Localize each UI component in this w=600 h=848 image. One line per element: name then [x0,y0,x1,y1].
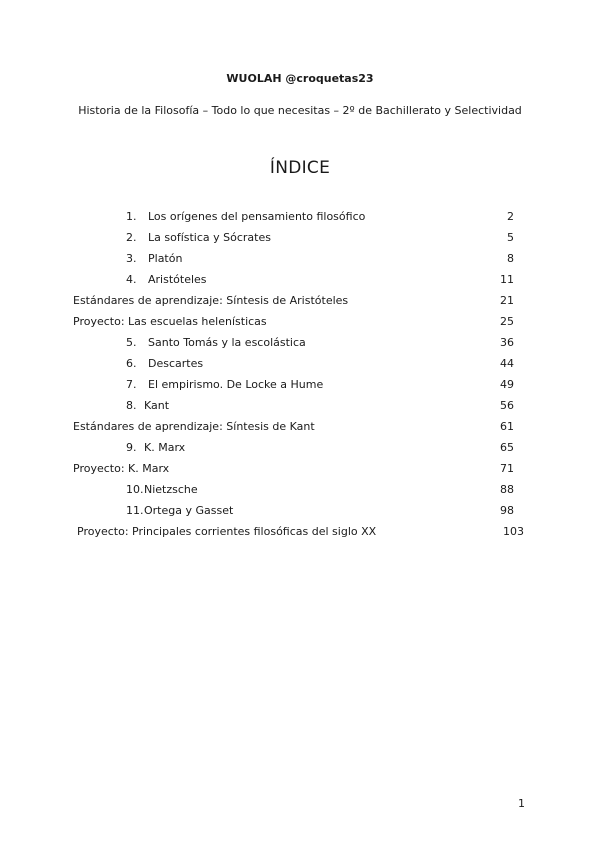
toc-number: 3. [126,252,137,265]
toc-title: Proyecto: K. Marx [73,462,170,475]
toc-row [0,311,600,332]
toc-page: 11 [500,273,514,286]
table-of-contents [0,206,600,542]
toc-title: Kant [144,399,170,412]
toc-page: 88 [500,483,514,496]
toc-page: 21 [500,294,514,307]
toc-title: Los orígenes del pensamiento filosófico [148,210,366,223]
toc-page: 5 [507,231,514,244]
page-number: 1 [518,797,525,810]
toc-row [0,206,600,227]
toc-row [0,458,600,479]
toc-row [0,248,600,269]
toc-page: 8 [507,252,514,265]
toc-row [0,332,600,353]
toc-number: 9. [126,441,137,454]
toc-number: 11. [126,504,144,517]
toc-number: 8. [126,399,137,412]
toc-row [0,290,600,311]
toc-page: 25 [500,315,514,328]
toc-title: Estándares de aprendizaje: Síntesis de Aristóteles [73,294,349,307]
toc-title: Proyecto: Principales corrientes filosóficas del siglo XX [77,525,377,538]
toc-number: 6. [126,357,137,370]
toc-page: 2 [507,210,514,223]
toc-title: Aristóteles [148,273,207,286]
toc-row [0,227,600,248]
toc-number: 2. [126,231,137,244]
toc-page: 65 [500,441,514,454]
toc-title: K. Marx [144,441,186,454]
toc-title: Santo Tomás y la escolástica [148,336,306,349]
index-title: ÍNDICE [269,158,331,178]
toc-row [0,395,600,416]
toc-page: 36 [500,336,514,349]
toc-row [0,416,600,437]
toc-page: 71 [500,462,514,475]
toc-page: 98 [500,504,514,517]
toc-row [0,353,600,374]
toc-title: La sofística y Sócrates [148,231,271,244]
toc-row [0,374,600,395]
toc-row [0,269,600,290]
toc-page: 61 [500,420,514,433]
toc-page: 56 [500,399,514,412]
toc-page: 103 [503,525,524,538]
toc-number: 5. [126,336,137,349]
toc-page: 44 [500,357,514,370]
toc-title: Ortega y Gasset [144,504,234,517]
header-user: WUOLAH @croquetas23 [226,72,374,85]
toc-number: 10. [126,483,144,496]
toc-number: 1. [126,210,137,223]
toc-row [0,521,600,542]
toc-row [0,437,600,458]
toc-title: Platón [148,252,183,265]
toc-title: Proyecto: Las escuelas helenísticas [73,315,267,328]
toc-row [0,500,600,521]
toc-title: Estándares de aprendizaje: Síntesis de Kant [73,420,315,433]
toc-page: 49 [500,378,514,391]
toc-row [0,479,600,500]
header-subtitle: Historia de la Filosofía – Todo lo que necesitas – 2º de Bachillerato y Selectividad [78,104,522,117]
toc-title: Nietzsche [144,483,198,496]
toc-number: 4. [126,273,137,286]
toc-title: Descartes [148,357,204,370]
toc-title: El empirismo. De Locke a Hume [148,378,324,391]
toc-number: 7. [126,378,137,391]
